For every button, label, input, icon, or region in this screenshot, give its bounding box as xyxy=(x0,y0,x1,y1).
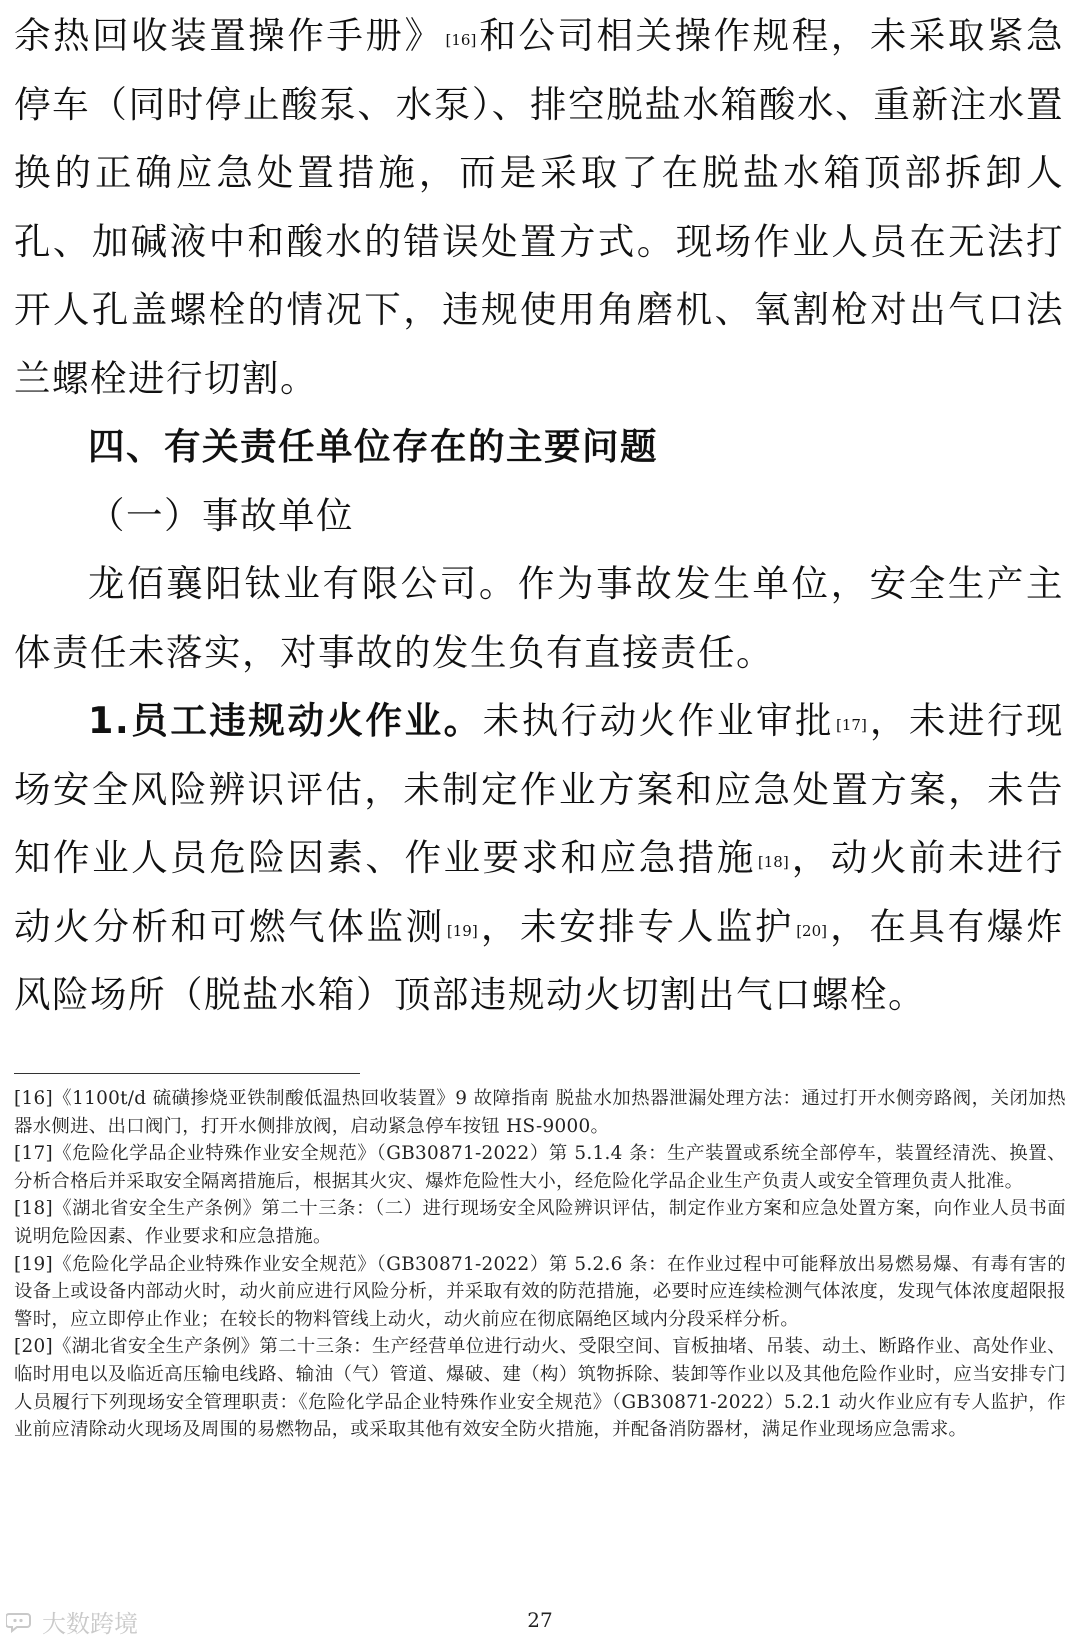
paragraph-company: 龙佰襄阳钛业有限公司。作为事故发生单位，安全生产主体责任未落实，对事故的发生负有直接责任。 xyxy=(14,562,1064,674)
body-text xyxy=(14,2,1064,1030)
paragraph-text: ，未进行现场安全风险辨识评估，未制定作业方案和应急处置方案，未告知作业人员危险因素、作业要求和应急措施 xyxy=(14,699,1065,879)
footnote-ref-18[interactable]: [18] xyxy=(757,853,789,871)
paragraph-text: 未执行动火作业审批 xyxy=(482,699,835,742)
paragraph-text: ，动火前未进行动火分析和可燃气体监测 xyxy=(14,836,1065,948)
watermark-text: 大数跨境 xyxy=(42,1610,138,1638)
footnote-divider xyxy=(14,1073,360,1074)
paragraph-text: 和公司相关操作规程，未采取紧急停车（同时停止酸泵、水泵）、排空脱盐水箱酸水、重新注水置换的正确应急处置措施，而是采取了在脱盐水箱顶部拆卸人孔、加碱液中和酸水的错误处置方式。现场作业人员在无法打开人孔盖螺栓的情况下，违规使用角磨机、氧割枪对出气口法兰螺栓进行切割。 xyxy=(14,14,1065,400)
paragraph-procedure xyxy=(14,2,1064,413)
paragraph-text: ，未安排专人监护 xyxy=(479,904,795,948)
footnote-ref-19[interactable]: [19] xyxy=(446,921,478,940)
paragraph-text: 余热回收装置操作手册》 xyxy=(14,14,444,57)
section-heading: 四、有关责任单位存在的主要问题 xyxy=(88,425,658,468)
paragraph-item-1 xyxy=(14,687,1064,1030)
footnote-20: [20]《湖北省安全生产条例》第二十三条：生产经营单位进行动火、受限空间、盲板抽堵、吊装、动土、断路作业、高处作业、临时用电以及临近高压输电线路、输油（气）管道、爆破、建（构）筑物拆除、装卸等作业以及其他危险作业时，应当安排专门人员履行下列现场安全管理职责：《危险化学品企业特殊作业安全规范》（GB30871-2022）5.2.1 动火作业应有专人监护，作业前应清除动火现场及周围的易燃物品，或采取其他有效安全防火措施，并配备消防器材，满足作业现场应急需求。 xyxy=(14,1336,1066,1441)
footnote-18: [18]《湖北省安全生产条例》第二十三条：（二）进行现场安全风险辨识评估，制定作业方案和应急处置方案，向作业人员书面说明危险因素、作业要求和应急措施。 xyxy=(14,1198,1066,1247)
footnote-ref-16[interactable]: [16] xyxy=(445,31,477,49)
footnote-ref-20[interactable]: [20] xyxy=(796,921,827,940)
subsection-heading: （一）事故单位 xyxy=(88,493,354,537)
footnotes xyxy=(14,1085,1066,1444)
footnote-19: [19]《危险化学品企业特殊作业安全规范》（GB30871-2022）第 5.2.6 条：在作业过程中可能释放出易燃易爆、有毒有害的设备上或设备内部动火时，动火前应进行风险分析，并采取有效的防范措施，必要时应连续检测气体浓度，发现气体浓度超限报警时，应立即停止作业；在较长的物料管线上动火，动火前应在彻底隔绝区域内分段采样分析。 xyxy=(14,1253,1066,1330)
paragraph-text: ，在具有爆炸风险场所（脱盐水箱）顶部违规动火切割出气口螺栓。 xyxy=(14,904,1065,1016)
page-number: 27 xyxy=(527,1608,553,1632)
footnote-16: [16]《1100t/d 硫磺掺烧亚铁制酸低温热回收装置》9 故障指南 脱盐水加热器泄漏处理方法：通过打开水侧旁路阀，关闭加热器水侧进、出口阀门，打开水侧排放阀，启动紧急停车按钮 HS-9000。 xyxy=(14,1088,1066,1137)
footnote-17: [17]《危险化学品企业特殊作业安全规范》（GB30871-2022）第 5.1.4 条：生产装置或系统全部停车，装置经清洗、换置、分析合格后并采取安全隔离措施后，根据其火灾、爆炸危险性大小，经危险化学品企业生产负责人或安全管理负责人批准。 xyxy=(14,1143,1066,1192)
item-lead: 1.员工违规动火作业。 xyxy=(88,699,483,742)
footnote-ref-17[interactable]: [17] xyxy=(836,716,867,734)
